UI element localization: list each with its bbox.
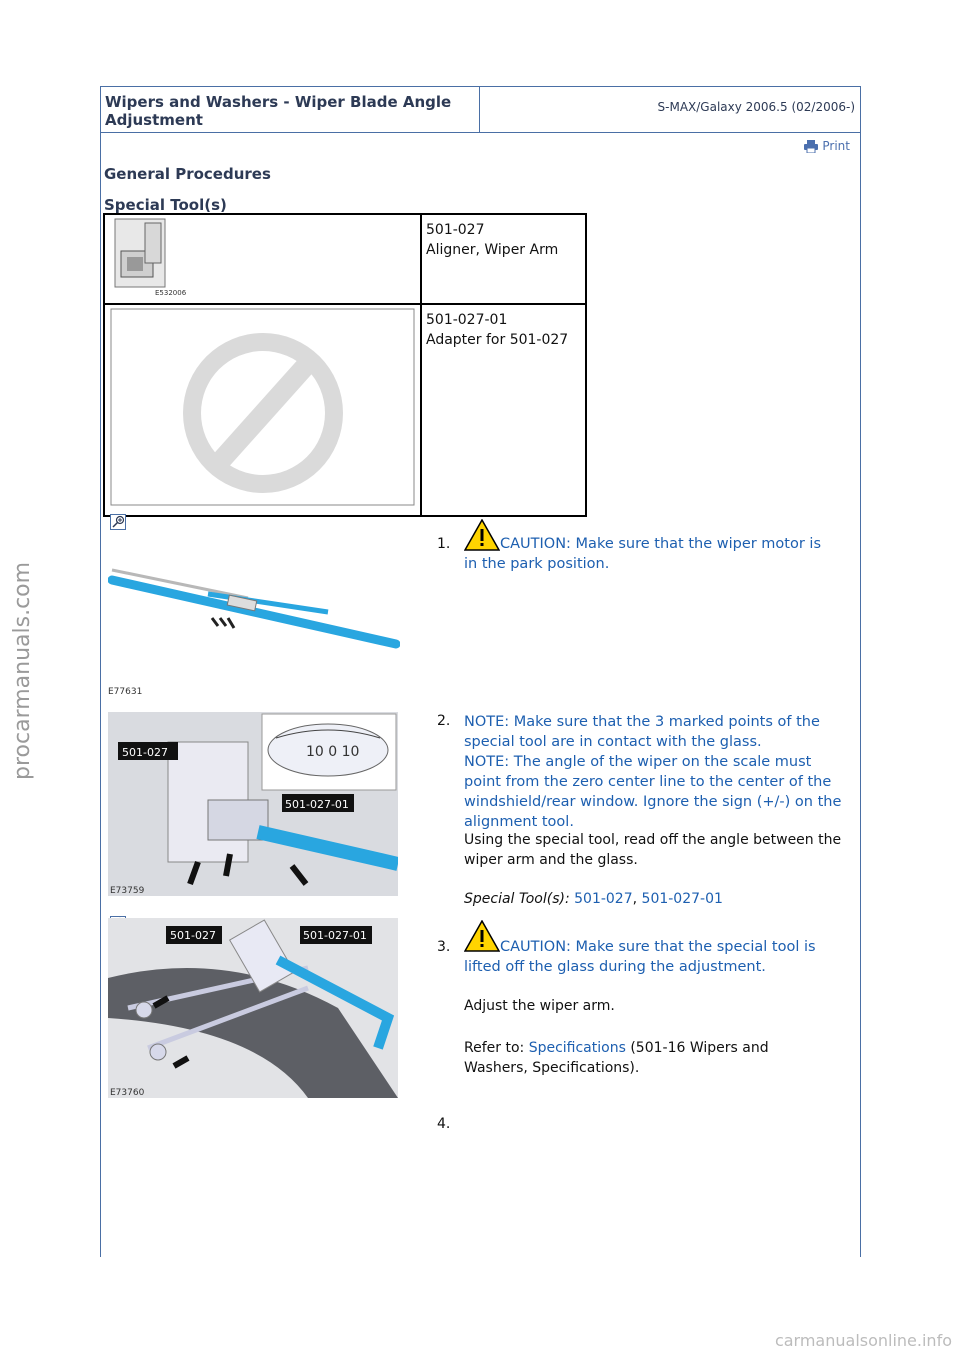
step-2-text: Using the special tool, read off the angle between the wiper arm and the glass.: [464, 832, 842, 868]
figure-label-501-027-01: 501-027-01: [285, 798, 349, 811]
side-watermark: procarmanuals.com: [10, 561, 35, 780]
figure-label-501-027: 501-027: [170, 929, 216, 942]
wiper-arm-aligner-image: [105, 215, 420, 299]
figure-code: E77631: [108, 687, 143, 697]
specifications-link[interactable]: Specifications: [528, 1040, 626, 1056]
step-2-number: 2.: [437, 713, 451, 729]
zoom-icon[interactable]: [110, 514, 126, 530]
step-3-refer: [464, 1038, 824, 1078]
page-title: Wipers and Washers - Wiper Blade Angle Adjustment: [105, 93, 452, 129]
figure-label-501-027: 501-027: [122, 746, 168, 759]
step-2-note-2: NOTE: The angle of the wiper on the scale must point from the zero center line to the center of the windshield/rear window. Ignore the sign (+/-) on the alignment tool.: [464, 754, 842, 830]
step-2-figure: [108, 712, 398, 896]
tool-image-cell: [104, 214, 421, 304]
tool-2-number: 501-027-01: [426, 312, 508, 328]
model-label: S-MAX/Galaxy 2006.5 (02/2006-): [657, 100, 855, 114]
header-left: [100, 86, 480, 132]
print-button[interactable]: [804, 139, 850, 153]
section-title: General Procedures: [104, 165, 271, 183]
tool-1-number: 501-027: [426, 222, 485, 238]
scale-label: 10 0 10: [306, 744, 360, 760]
tool-1-name: Aligner, Wiper Arm: [426, 242, 559, 258]
tool-1-cell: [421, 214, 586, 304]
refer-label: Refer to:: [464, 1040, 525, 1056]
tool-2-cell: [421, 304, 586, 516]
step-2-special-tools: Special Tool(s): 501-027, 501-027-01: [464, 891, 723, 907]
refer-rest: (501-16 Wipers and Washers, Specifications).: [464, 1040, 769, 1076]
step-3-figure: [108, 918, 398, 1098]
figure-label-501-027-01: 501-027-01: [303, 929, 367, 942]
step-1-number: 1.: [437, 536, 451, 552]
figure-code: E73760: [110, 1088, 145, 1098]
step-3-number: 3.: [437, 939, 451, 955]
tool-link-501-027-01[interactable]: 501-027-01: [641, 891, 723, 907]
figure-code: E73759: [110, 886, 145, 896]
special-tools-label: Special Tool(s):: [464, 891, 570, 907]
step-1-figure: [108, 560, 400, 700]
printer-icon: [804, 140, 818, 153]
step-3-text: Adjust the wiper arm.: [464, 998, 615, 1014]
tool-2-image-cell: [104, 304, 421, 516]
step-4-number: 4.: [437, 1116, 451, 1132]
tool-link-501-027[interactable]: 501-027: [574, 891, 633, 907]
step-1-caution: CAUTION: Make sure that the wiper motor is in the park position.: [464, 536, 822, 572]
bottom-watermark: carmanualsonline.info: [774, 1331, 952, 1350]
special-tools-table: [103, 213, 587, 517]
special-tools-title: Special Tool(s): [104, 196, 227, 214]
step-2-note-1: NOTE: Make sure that the 3 marked points of the special tool are in contact with the glass.: [464, 714, 820, 750]
header: [100, 86, 860, 133]
tool-2-name: Adapter for 501-027: [426, 332, 569, 348]
print-label: Print: [822, 139, 850, 153]
no-image-icon: [105, 305, 420, 511]
step-3-caution: CAUTION: Make sure that the special tool is lifted off the glass during the adjustment.: [464, 939, 816, 975]
tool-image-code: E532006: [155, 289, 187, 297]
